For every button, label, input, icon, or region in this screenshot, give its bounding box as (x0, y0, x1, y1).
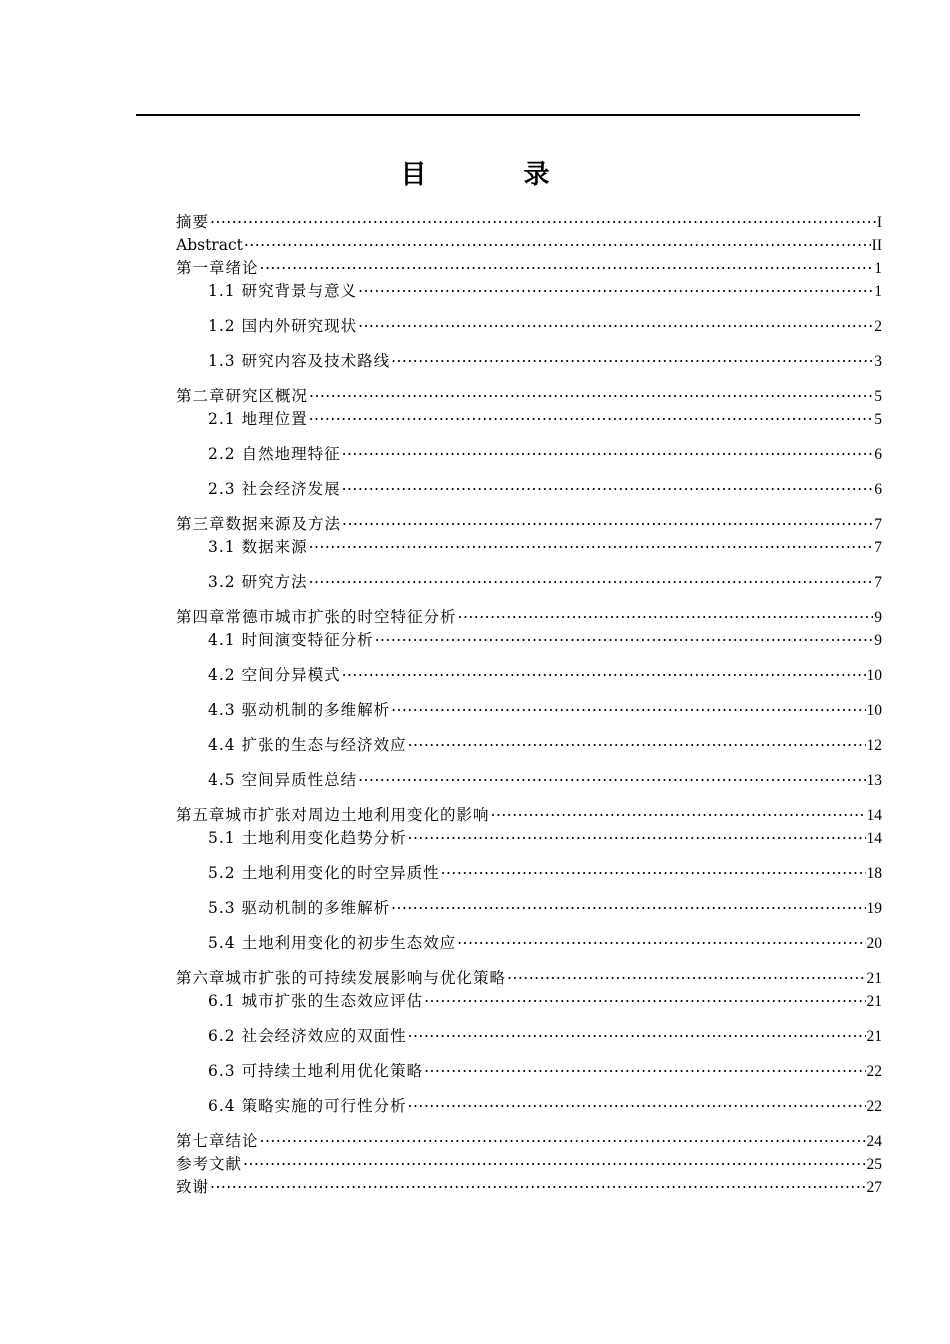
toc-chapter-entry[interactable] (176, 606, 882, 629)
toc-entry-label: 参考文献 (176, 1155, 243, 1173)
toc-subsection-entry[interactable] (176, 478, 882, 513)
toc-subsection-entry[interactable] (176, 571, 882, 606)
toc-entry-page-number: 25 (866, 1156, 882, 1173)
toc-entry-label: 4.3 驱动机制的多维解析 (208, 701, 391, 719)
toc-entry-page-number: 1 (874, 283, 882, 300)
toc-entry-page-number: 7 (874, 516, 882, 533)
toc-entry-page-number: 6 (874, 446, 882, 463)
toc-entry-page-number: 9 (874, 632, 882, 649)
toc-entry-page-number: 7 (874, 574, 882, 591)
toc-subsection-entry[interactable] (176, 827, 882, 862)
dot-leader (391, 700, 865, 716)
toc-entry-page-number: I (876, 214, 882, 231)
toc-subsection-entry[interactable] (176, 699, 882, 734)
toc-subsection-entry[interactable] (176, 629, 882, 664)
toc-entry-page-number: 27 (866, 1179, 882, 1196)
dot-leader (408, 1096, 866, 1112)
toc-chapter-entry[interactable] (176, 967, 882, 990)
dot-leader (342, 444, 874, 460)
dot-leader (391, 898, 865, 914)
toc-chapter-entry[interactable] (176, 234, 882, 257)
toc-entry-page-number: 22 (866, 1098, 882, 1115)
toc-chapter-entry[interactable] (176, 1153, 882, 1176)
dot-leader (342, 514, 873, 530)
toc-entry-page-number: 22 (866, 1063, 882, 1080)
toc-subsection-entry[interactable] (176, 932, 882, 967)
header-rule (136, 114, 860, 116)
toc-chapter-entry[interactable] (176, 513, 882, 536)
toc-entry-page-number: 24 (866, 1133, 882, 1150)
dot-leader (424, 991, 865, 1007)
toc-entry-label: Abstract (176, 236, 243, 254)
toc-entry-page-number: 12 (866, 737, 882, 754)
dot-leader (408, 828, 866, 844)
dot-leader (342, 665, 866, 681)
toc-entry-label: 2.2 自然地理特征 (208, 445, 341, 463)
toc-subsection-entry[interactable] (176, 990, 882, 1025)
toc-entry-page-number: 21 (866, 993, 882, 1010)
toc-subsection-entry[interactable] (176, 664, 882, 699)
toc-entry-page-number: 5 (874, 411, 882, 428)
toc-entry-page-number: 3 (874, 353, 882, 370)
toc-entry-page-number: 1 (874, 260, 882, 277)
toc-entry-page-number: 21 (866, 970, 882, 987)
toc-entry-label: 5.1 土地利用变化趋势分析 (208, 829, 407, 847)
dot-leader (309, 537, 874, 553)
dot-leader (309, 386, 873, 402)
toc-subsection-entry[interactable] (176, 897, 882, 932)
toc-subsection-entry[interactable] (176, 1095, 882, 1130)
toc-entry-label: 2.1 地理位置 (208, 410, 308, 428)
toc-entry-page-number: 10 (866, 667, 882, 684)
toc-subsection-entry[interactable] (176, 443, 882, 478)
dot-leader (408, 1026, 866, 1042)
toc-entry-page-number: 19 (866, 900, 882, 917)
toc-entry-page-number: 18 (866, 865, 882, 882)
toc-entry-label: 5.3 驱动机制的多维解析 (208, 899, 391, 917)
dot-leader (391, 351, 873, 367)
dot-leader (424, 1061, 865, 1077)
toc-entry-label: 6.3 可持续土地利用优化策略 (208, 1062, 424, 1080)
toc-entry-label: 4.4 扩张的生态与经济效应 (208, 736, 407, 754)
dot-leader (260, 258, 874, 274)
toc-entry-page-number: 20 (866, 935, 882, 952)
toc-subsection-entry[interactable] (176, 408, 882, 443)
toc-entry-page-number: 7 (874, 539, 882, 556)
toc-subsection-entry[interactable] (176, 315, 882, 350)
toc-entry-page-number: II (871, 237, 882, 254)
toc-chapter-entry[interactable] (176, 1130, 882, 1153)
toc-entry-label: 4.5 空间异质性总结 (208, 771, 358, 789)
toc-entry-label: 1.1 研究背景与意义 (208, 282, 358, 300)
toc-entry-label: 2.3 社会经济发展 (208, 480, 341, 498)
dot-leader (375, 630, 874, 646)
toc-chapter-entry[interactable] (176, 211, 882, 234)
page-title: 目 录 (400, 160, 594, 190)
toc-subsection-entry[interactable] (176, 280, 882, 315)
toc-entry-label: 第五章城市扩张对周边土地利用变化的影响 (176, 806, 490, 824)
toc-subsection-entry[interactable] (176, 734, 882, 769)
toc-entry-label: 4.1 时间演变特征分析 (208, 631, 374, 649)
dot-leader (309, 409, 874, 425)
dot-leader (210, 1177, 865, 1193)
toc-entry-label: 6.1 城市扩张的生态效应评估 (208, 992, 424, 1010)
dot-leader (408, 735, 866, 751)
dot-leader (457, 933, 865, 949)
dot-leader (441, 863, 866, 879)
dot-leader (458, 607, 874, 623)
toc-entry-page-number: 5 (874, 388, 882, 405)
toc-entry-label: 第二章研究区概况 (176, 387, 309, 405)
table-of-contents (176, 211, 882, 1199)
toc-entry-label: 5.2 土地利用变化的时空异质性 (208, 864, 440, 882)
dot-leader (309, 572, 874, 588)
toc-entry-label: 摘要 (176, 213, 210, 231)
dot-leader (358, 316, 873, 332)
toc-entry-page-number: 2 (874, 318, 882, 335)
toc-entry-page-number: 13 (866, 772, 882, 789)
toc-entry-label: 3.2 研究方法 (208, 573, 308, 591)
toc-entry-page-number: 9 (874, 609, 882, 626)
toc-entry-label: 第一章绪论 (176, 259, 259, 277)
dot-leader (243, 1154, 865, 1170)
toc-entry-label: 5.4 土地利用变化的初步生态效应 (208, 934, 457, 952)
dot-leader (491, 805, 866, 821)
dot-leader (210, 212, 876, 228)
toc-entry-label: 6.4 策略实施的可行性分析 (208, 1097, 407, 1115)
toc-subsection-entry[interactable] (176, 769, 882, 804)
toc-subsection-entry[interactable] (176, 536, 882, 571)
toc-chapter-entry[interactable] (176, 1176, 882, 1199)
toc-entry-page-number: 14 (866, 807, 882, 824)
toc-entry-label: 第六章城市扩张的可持续发展影响与优化策略 (176, 969, 507, 987)
toc-entry-page-number: 10 (866, 702, 882, 719)
toc-chapter-entry[interactable] (176, 385, 882, 408)
dot-leader (358, 281, 873, 297)
toc-subsection-entry[interactable] (176, 862, 882, 897)
toc-entry-page-number: 14 (866, 830, 882, 847)
dot-leader (260, 1131, 866, 1147)
toc-subsection-entry[interactable] (176, 350, 882, 385)
toc-entry-label: 4.2 空间分异模式 (208, 666, 341, 684)
toc-entry-label: 3.1 数据来源 (208, 538, 308, 556)
toc-entry-label: 6.2 社会经济效应的双面性 (208, 1027, 407, 1045)
toc-subsection-entry[interactable] (176, 1025, 882, 1060)
toc-entry-label: 致谢 (176, 1178, 210, 1196)
dot-leader (507, 968, 865, 984)
toc-entry-label: 1.2 国内外研究现状 (208, 317, 358, 335)
toc-chapter-entry[interactable] (176, 804, 882, 827)
toc-entry-label: 1.3 研究内容及技术路线 (208, 352, 391, 370)
toc-entry-page-number: 6 (874, 481, 882, 498)
toc-entry-label: 第三章数据来源及方法 (176, 515, 342, 533)
toc-chapter-entry[interactable] (176, 257, 882, 280)
toc-entry-label: 第四章常德市城市扩张的时空特征分析 (176, 608, 457, 626)
dot-leader (358, 770, 865, 786)
dot-leader (342, 479, 874, 495)
toc-subsection-entry[interactable] (176, 1060, 882, 1095)
toc-entry-label: 第七章结论 (176, 1132, 259, 1150)
toc-entry-page-number: 21 (866, 1028, 882, 1045)
dot-leader (244, 235, 871, 251)
